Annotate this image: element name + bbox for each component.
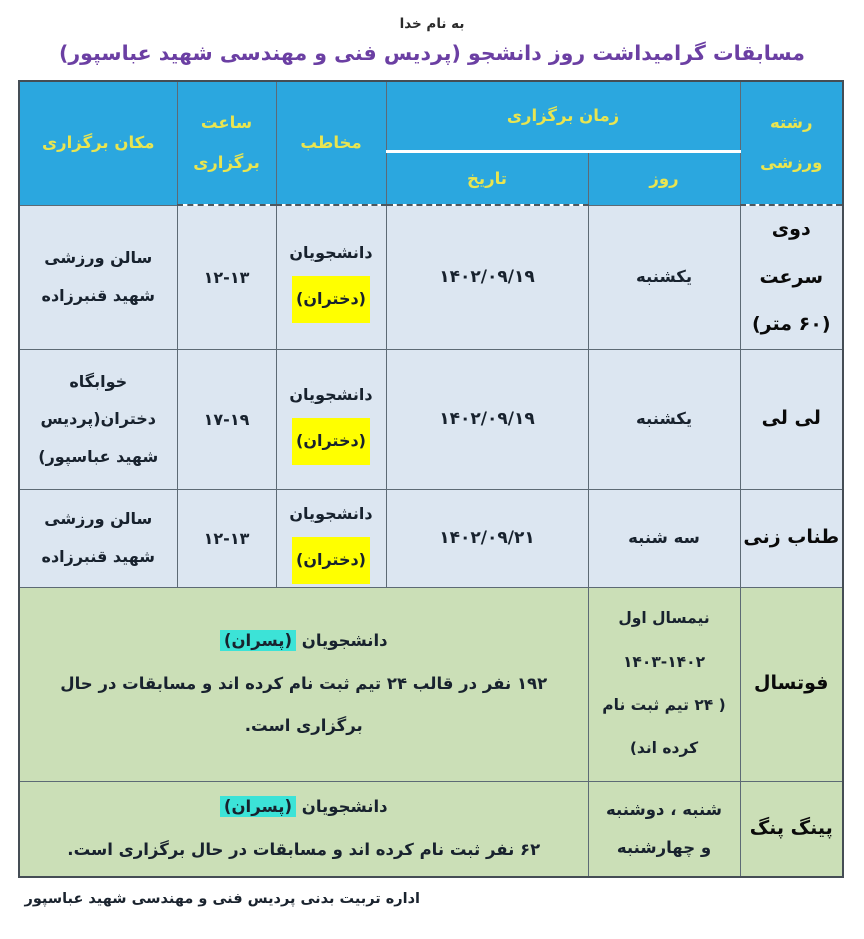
bismillah-text: به نام خدا: [399, 16, 465, 32]
semester-line: ۱۴۰۳-۱۴۰۲: [622, 652, 706, 671]
audience-highlight-wrap: [292, 537, 370, 584]
footer-text: اداره تربیت بدنی پردیس فنی و مهندسی شهید عباسپور: [24, 891, 420, 907]
audience-highlight: (پسران): [220, 630, 296, 651]
audience-label: دانشجویان: [289, 243, 373, 263]
sport-cell: لی لی: [740, 349, 843, 489]
header-sport: رشته ورزشی: [740, 81, 843, 205]
audience-label: دانشجویان: [301, 796, 388, 816]
audience-highlight: (دختران): [292, 276, 370, 323]
table-row-pingpong: [19, 781, 843, 877]
sport-cell: طناب زنی: [740, 489, 843, 587]
audience-highlight: (دختران): [292, 537, 370, 584]
hour-cell: ۱۲-۱۳: [177, 205, 276, 349]
day-cell: یکشنبه: [588, 349, 740, 489]
date-cell: ۱۴۰۲/۰۹/۲۱: [386, 489, 588, 587]
audience-cell: [276, 349, 386, 489]
day-cell: یکشنبه: [588, 205, 740, 349]
location-cell: سالن ورزشی شهید قنبرزاده: [19, 205, 177, 349]
table-row-leili: [19, 349, 843, 489]
audience-highlight-wrap: [292, 276, 370, 323]
futsal-details-cell: [19, 587, 588, 781]
header-audience: مخاطب: [276, 81, 386, 205]
header-hour: ساعت برگزاری: [177, 81, 276, 205]
details-text: ۶۲ نفر ثبت نام کرده اند و مسابقات در حال برگزاری است.: [67, 839, 541, 859]
location-cell: خوابگاه دختران(پردیس شهید عباسپور): [19, 349, 177, 489]
details-text: ۱۹۲ نفر در قالب ۲۴ تیم ثبت نام کرده اند و مسابقات در حال برگزاری است.: [60, 673, 548, 736]
date-cell: ۱۴۰۲/۰۹/۱۹: [386, 205, 588, 349]
hour-cell: ۱۷-۱۹: [177, 349, 276, 489]
audience-highlight-wrap: [292, 418, 370, 465]
day-cell: سه شنبه: [588, 489, 740, 587]
table-row-rope: [19, 489, 843, 587]
table-row-sprint: [19, 205, 843, 349]
header-location: مکان برگزاری: [19, 81, 177, 205]
sport-cell: دوی سرعت (۶۰ متر): [740, 205, 843, 349]
audience-label: دانشجویان: [289, 385, 373, 405]
page-title: مسابقات گرامیداشت روز دانشجو (پردیس فنی و مهندسی شهید عباسپور): [59, 41, 805, 65]
audience-line: [56, 786, 552, 829]
audience-highlight: (دختران): [292, 418, 370, 465]
sport-cell: پینگ پنگ: [740, 781, 843, 877]
semester-line: نیمسال اول: [618, 609, 710, 628]
location-cell: سالن ورزشی شهید قنبرزاده: [19, 489, 177, 587]
sport-cell: فوتسال: [740, 587, 843, 781]
competitions-table: [18, 80, 844, 878]
table-row-futsal: [19, 587, 843, 781]
header-time-group: زمان برگزاری: [386, 81, 740, 151]
semester-line: ( ۲۴ تیم ثبت نام کرده اند): [602, 696, 726, 758]
hour-cell: ۱۲-۱۳: [177, 489, 276, 587]
date-cell: ۱۴۰۲/۰۹/۱۹: [386, 349, 588, 489]
audience-line: [56, 620, 552, 663]
semester-cell: [588, 587, 740, 781]
footer-row: [0, 891, 864, 931]
pingpong-details-cell: [19, 781, 588, 877]
audience-label: دانشجویان: [301, 630, 388, 650]
competitions-table-wrap: [20, 80, 844, 878]
audience-highlight: (پسران): [220, 796, 296, 817]
day-cell: شنبه ، دوشنبه و چهارشنبه: [588, 781, 740, 877]
audience-label: دانشجویان: [289, 504, 373, 524]
header-date: تاریخ: [386, 151, 588, 205]
audience-cell: [276, 489, 386, 587]
audience-cell: [276, 205, 386, 349]
header-day: روز: [588, 151, 740, 205]
